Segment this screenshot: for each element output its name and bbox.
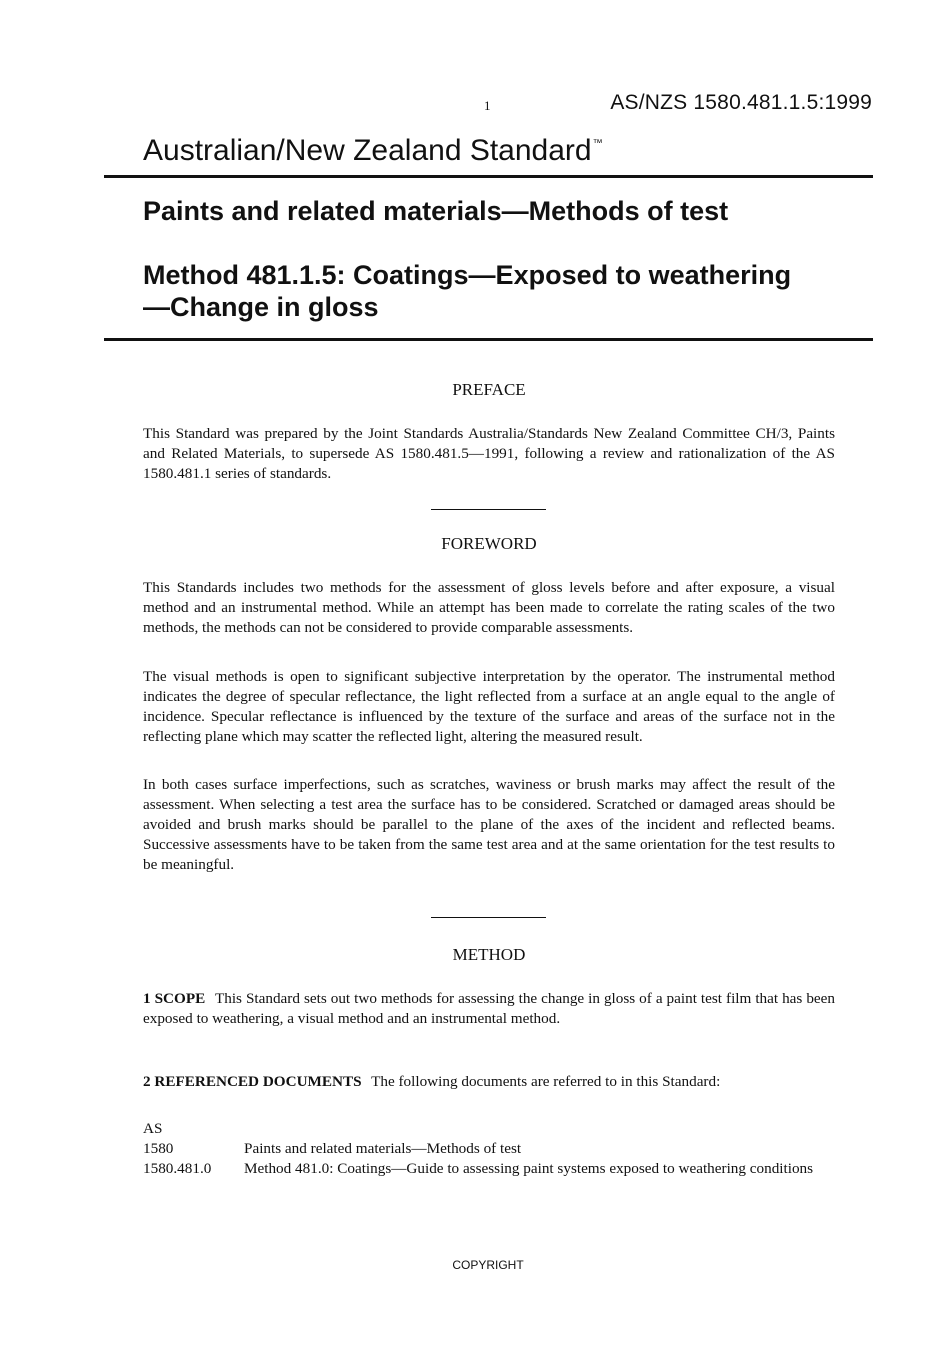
foreword-paragraph: In both cases surface imperfections, such as scratches, waviness or brush marks may affect the result of the assessment. When selecting a test area the surface has to be considered. Scratched or damaged areas should be avoided and brush marks should be parallel to the plane of the axes of the incident and reflected beams. Successive assessments have to be taken from the same test area and at the same orientation for the test results to be meaningful. — [143, 776, 835, 873]
section-divider — [431, 917, 546, 918]
reference-list — [143, 1119, 835, 1179]
page-number: 1 — [484, 98, 491, 113]
preface-heading: PREFACE — [452, 380, 526, 399]
reference-code: 1580.481.0 — [143, 1160, 212, 1177]
title-rule-top — [104, 175, 873, 178]
referenced-documents-clause — [143, 1072, 835, 1092]
method-title: Method 481.1.5: Coatings—Exposed to weathering—Change in gloss — [143, 260, 792, 322]
trademark-symbol: ™ — [592, 138, 603, 149]
scope-clause — [143, 989, 835, 1029]
scope-label: 1 SCOPE — [143, 990, 206, 1007]
method-heading: METHOD — [452, 945, 526, 964]
standard-title-text: Australian/New Zealand Standard — [143, 134, 592, 167]
main-title: Paints and related materials—Methods of test — [143, 196, 729, 226]
scope-text: This Standard sets out two methods for assessing the change in gloss of a paint test film that has been exposed to weathering, a visual method and an instrumental method. — [143, 990, 835, 1027]
foreword-paragraph: The visual methods is open to significant subjective interpretation by the operator. The instrumental method indicates the degree of specular reflectance, the light reflected from a surface at an angle equal to the angle of incidence. Specular reflectance is influenced by the texture of the surface and areas of the surface not in the reflecting plane which may scatter the reflected light, altering the measured result. — [143, 668, 835, 745]
reference-item — [143, 1139, 835, 1159]
standard-title — [143, 134, 603, 168]
reference-code: 1580 — [143, 1140, 174, 1157]
referenced-documents-text: The following documents are referred to in this Standard: — [371, 1073, 721, 1090]
preface-text: This Standard was prepared by the Joint Standards Australia/Standards New Zealand Committee CH/3, Paints and Related Materials, to supersede AS 1580.481.5—1991, following a review and rationalization of the AS 1580.481.1 series of standards. — [143, 425, 835, 482]
document-code: AS/NZS 1580.481.1.5:1999 — [610, 91, 872, 114]
copyright-footer: COPYRIGHT — [452, 1258, 524, 1272]
section-divider — [431, 509, 546, 510]
reference-group-label: AS — [143, 1120, 163, 1137]
title-rule-bottom — [104, 338, 873, 341]
foreword-paragraph: This Standards includes two methods for the assessment of gloss levels before and after exposure, a visual method and an instrumental method. While an attempt has been made to correlate the rating scales of the two methods, the methods can not be considered to provide comparable assessments. — [143, 579, 835, 636]
foreword-heading: FOREWORD — [441, 534, 537, 553]
reference-title: Method 481.0: Coatings—Guide to assessing paint systems exposed to weathering conditions — [244, 1160, 814, 1177]
reference-item — [143, 1159, 835, 1179]
reference-title: Paints and related materials—Methods of test — [244, 1140, 522, 1157]
referenced-documents-label: 2 REFERENCED DOCUMENTS — [143, 1073, 362, 1090]
